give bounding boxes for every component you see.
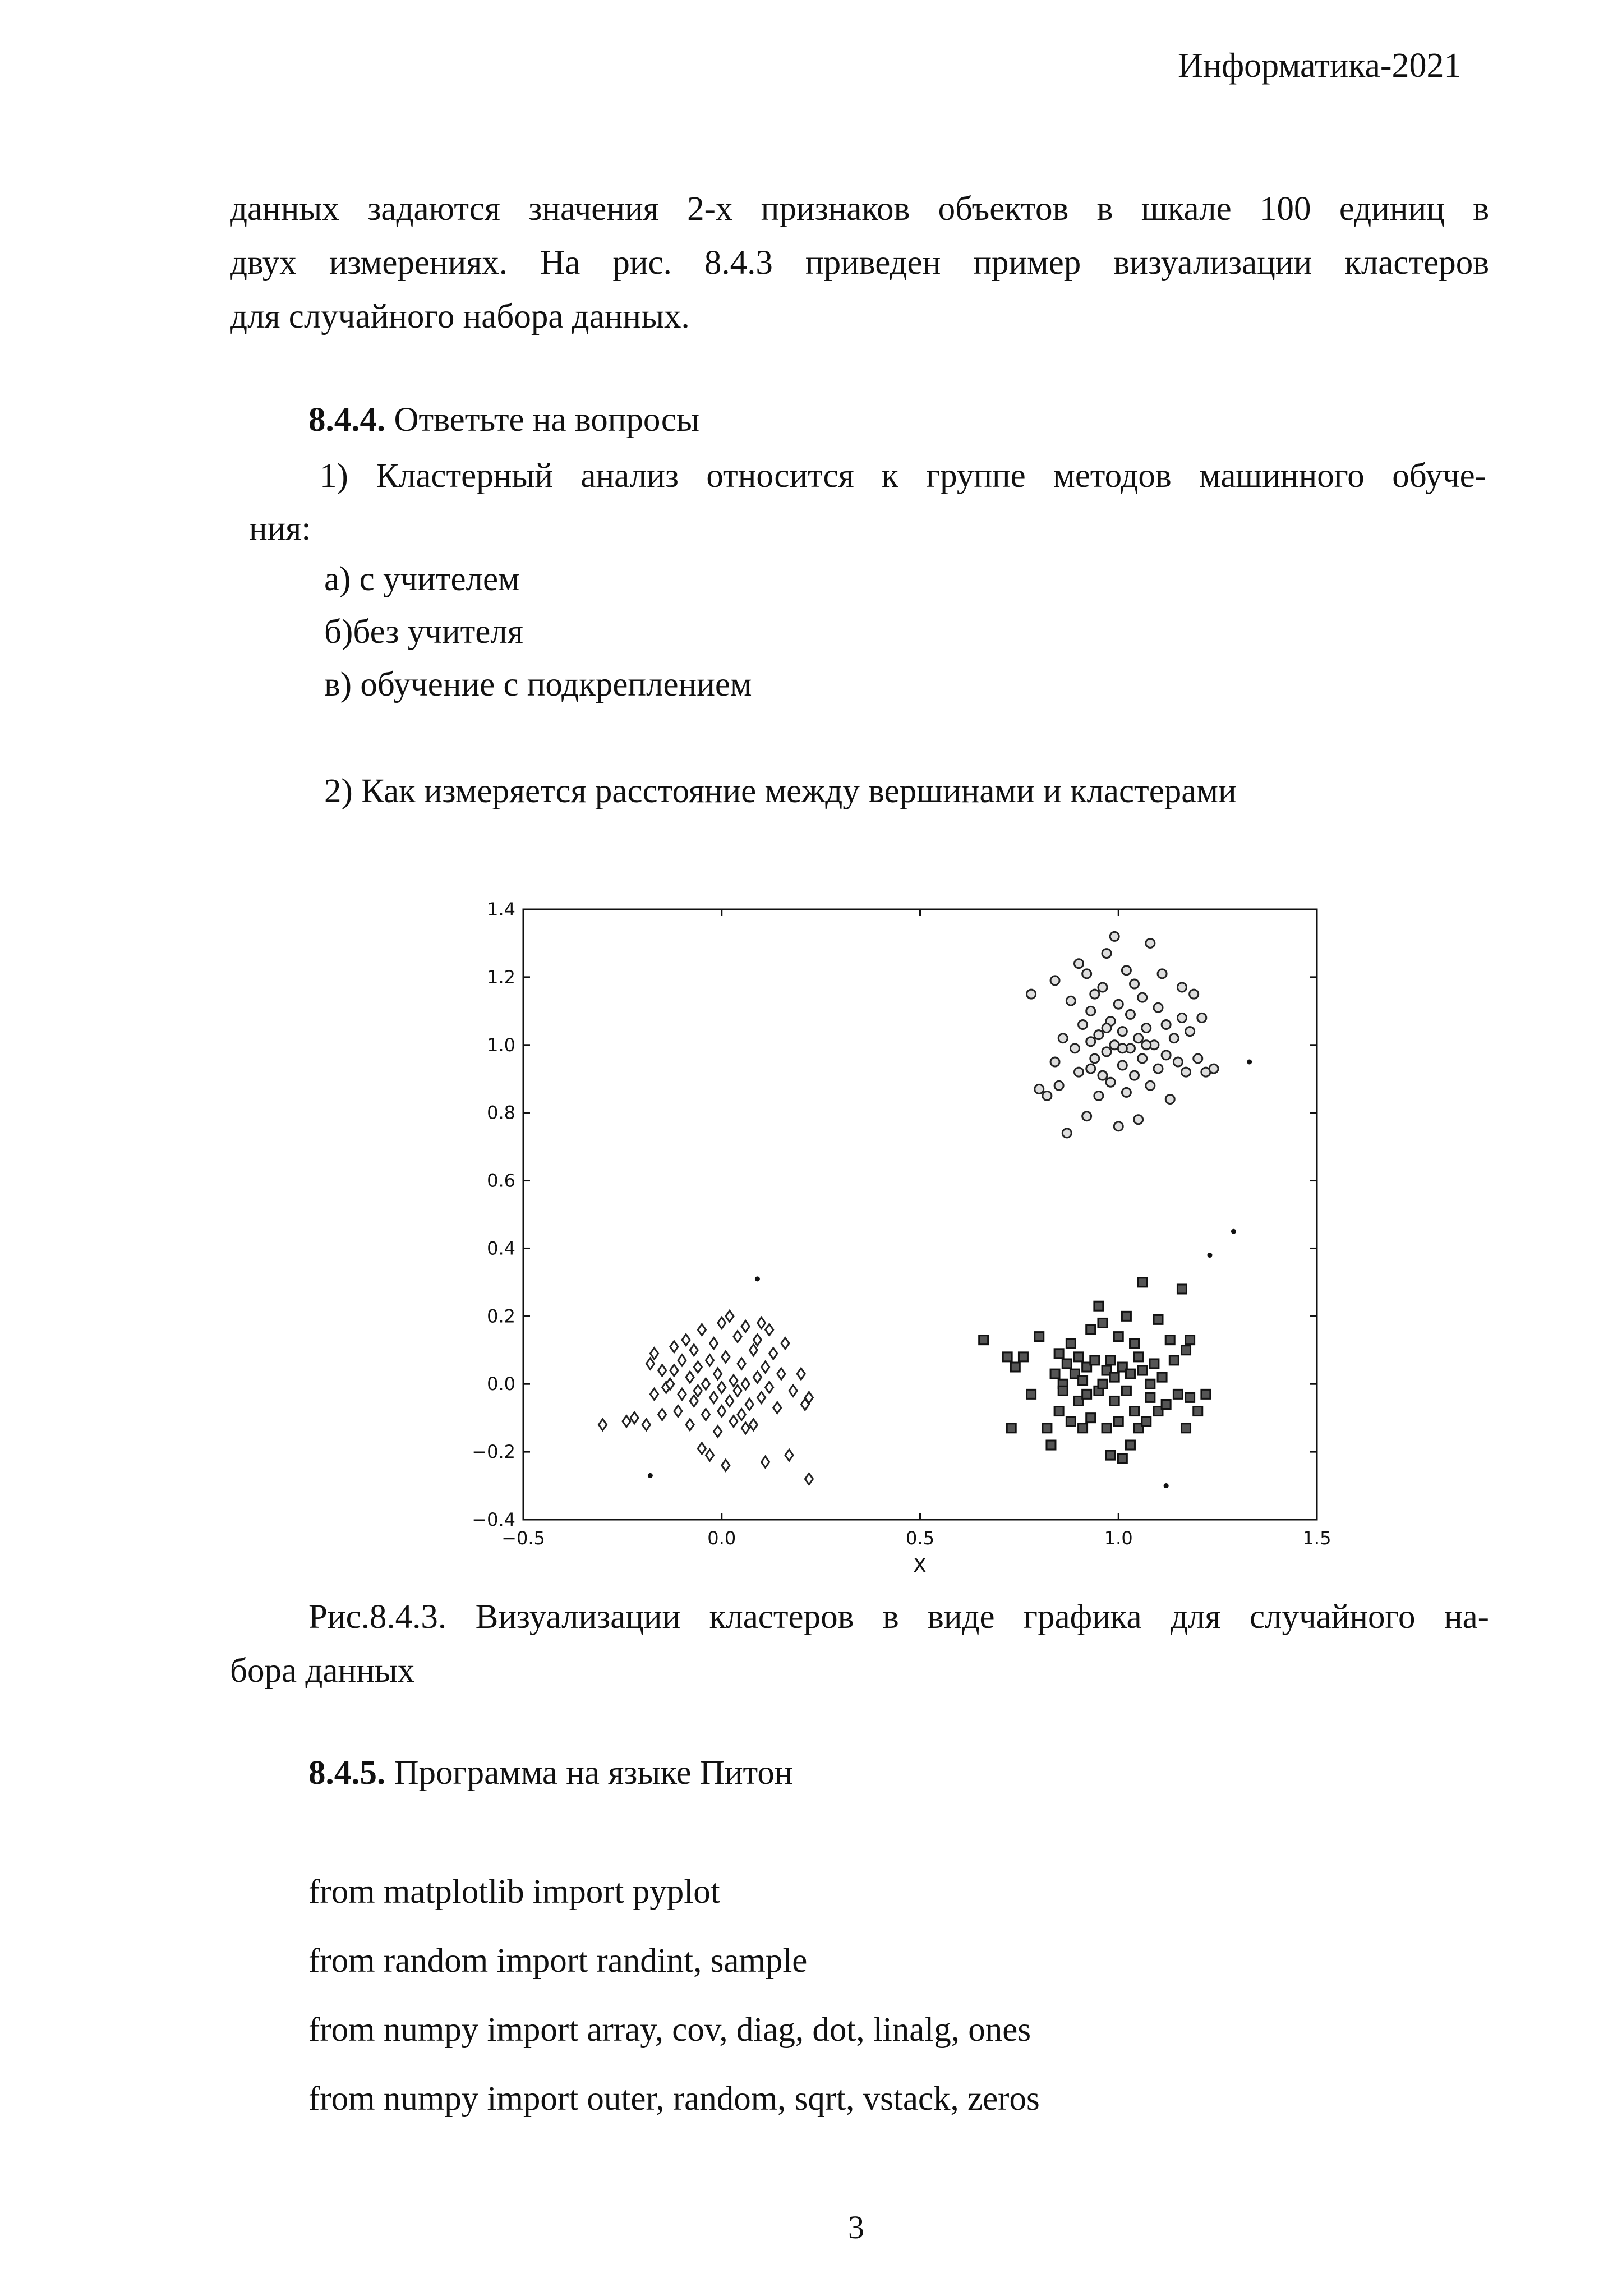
square-point: [1011, 1363, 1020, 1372]
circle-point: [1190, 990, 1199, 999]
dot-point: [755, 1276, 760, 1281]
square-point: [1122, 1312, 1131, 1320]
x-tick-label: −0.5: [501, 1527, 545, 1549]
dot-point: [648, 1473, 653, 1478]
circle-point: [1094, 1030, 1103, 1039]
section-845-heading: [308, 1756, 793, 1790]
section-844-title: Ответьте на вопросы: [394, 401, 699, 439]
circle-point: [1134, 1034, 1143, 1043]
circle-point: [1209, 1064, 1218, 1073]
page-number: 3: [848, 2209, 864, 2246]
circle-point: [1050, 1057, 1059, 1066]
plot-area-frame: [523, 909, 1317, 1520]
intro-line-3: для случайного набора данных.: [230, 298, 690, 335]
circle-point: [1118, 1027, 1127, 1036]
circle-point: [1094, 1091, 1103, 1100]
circle-point: [1130, 1071, 1139, 1080]
circle-point: [1082, 969, 1091, 978]
circle-point: [1098, 983, 1107, 992]
circle-point: [1165, 1094, 1174, 1103]
circle-point: [1102, 1024, 1111, 1033]
square-point: [1019, 1352, 1027, 1361]
answer-option-b: б)без учителя: [324, 613, 523, 651]
intro-line-2: двух измерениях. На рис. 8.4.3 приведен пример визуализации кластеров: [230, 244, 1489, 282]
circle-point: [1154, 1003, 1163, 1012]
square-point: [1130, 1407, 1139, 1416]
circle-point: [1075, 959, 1084, 968]
x-tick-label: 0.0: [707, 1527, 736, 1549]
x-axis-label: X: [913, 1554, 927, 1577]
x-tick-label: 0.5: [906, 1527, 934, 1549]
square-point: [1035, 1332, 1044, 1341]
circle-point: [1122, 1088, 1131, 1097]
circle-point: [1114, 1000, 1123, 1009]
square-point: [1047, 1441, 1056, 1450]
circle-point: [1110, 932, 1119, 941]
answer-option-a: а) с учителем: [324, 560, 520, 598]
circle-point: [1062, 1129, 1071, 1138]
y-tick-label: 0.6: [487, 1170, 515, 1191]
code-line-4: from numpy import outer, random, sqrt, vstack, zeros: [308, 2080, 1040, 2118]
section-845-title: Программа на языке Питон: [394, 1754, 793, 1792]
square-point: [1146, 1379, 1155, 1388]
square-point: [1058, 1386, 1067, 1395]
y-tick-label: 0.0: [487, 1373, 515, 1395]
running-header: Информатика-2021: [1178, 47, 1462, 85]
square-point: [1138, 1278, 1147, 1287]
square-point: [979, 1336, 988, 1345]
code-line-1: from matplotlib import pyplot: [308, 1873, 720, 1911]
square-point: [1110, 1396, 1119, 1405]
square-point: [1122, 1386, 1131, 1395]
circle-point: [1162, 1020, 1171, 1029]
dot-point: [1164, 1483, 1169, 1488]
square-point: [1173, 1389, 1182, 1398]
square-point: [1138, 1366, 1147, 1375]
circle-point: [1162, 1051, 1171, 1060]
square-point: [1162, 1400, 1171, 1409]
code-line-2: from random import randint, sample: [308, 1942, 808, 1980]
square-point: [1194, 1407, 1202, 1416]
x-tick-label: 1.5: [1302, 1527, 1331, 1549]
square-point: [1126, 1369, 1135, 1378]
square-point: [1154, 1315, 1163, 1324]
square-point: [1114, 1417, 1123, 1426]
figure-caption-line-1: Рис.8.4.3. Визуализации кластеров в виде графика для случайного на-: [308, 1598, 1489, 1636]
circle-point: [1070, 1044, 1079, 1053]
square-point: [1134, 1352, 1143, 1361]
square-point: [1150, 1359, 1159, 1368]
circle-point: [1058, 1034, 1067, 1043]
circle-point: [1177, 1013, 1186, 1022]
y-tick-label: −0.4: [472, 1509, 515, 1530]
circle-point: [1158, 969, 1167, 978]
square-point: [1186, 1336, 1195, 1345]
intro-line-1: данных задаются значения 2-х признаков объектов в шкале 100 единиц в: [230, 190, 1489, 228]
circle-point: [1090, 1054, 1099, 1063]
square-point: [1086, 1414, 1095, 1423]
square-point: [1003, 1352, 1012, 1361]
circle-point: [1082, 1112, 1091, 1121]
circle-point: [1134, 1115, 1143, 1124]
code-line-3: from numpy import array, cov, diag, dot, linalg, ones: [308, 2011, 1031, 2049]
circle-point: [1090, 990, 1099, 999]
circle-point: [1182, 1068, 1191, 1076]
circle-point: [1138, 993, 1147, 1002]
y-tick-label: 0.4: [487, 1237, 515, 1259]
question-2: 2) Как измеряется расстояние между вершинами и кластерами: [324, 772, 1237, 810]
square-point: [1079, 1376, 1088, 1385]
circle-point: [1114, 1122, 1123, 1131]
dot-point: [1247, 1060, 1252, 1065]
circle-point: [1075, 1068, 1084, 1076]
circle-point: [1066, 996, 1075, 1005]
y-tick-label: 1.4: [487, 899, 515, 920]
circle-point: [1138, 1054, 1147, 1063]
circle-point: [1130, 979, 1139, 988]
square-point: [1082, 1389, 1091, 1398]
square-point: [1114, 1332, 1123, 1341]
answer-option-c: в) обучение с подкреплением: [324, 666, 752, 703]
circle-point: [1142, 1024, 1151, 1033]
square-point: [1098, 1379, 1107, 1388]
square-point: [1142, 1417, 1151, 1426]
circle-point: [1118, 1061, 1127, 1070]
circle-point: [1035, 1084, 1044, 1093]
figure-caption-line-2: бора данных: [230, 1652, 415, 1690]
circle-point: [1043, 1091, 1052, 1100]
circle-point: [1126, 1010, 1135, 1019]
square-point: [1094, 1301, 1103, 1310]
x-tick-label: 1.0: [1104, 1527, 1133, 1549]
y-tick-label: 1.0: [487, 1034, 515, 1056]
square-point: [1126, 1441, 1135, 1450]
square-point: [1186, 1393, 1195, 1402]
circle-point: [1086, 1006, 1095, 1015]
question-1-line-2: ния:: [249, 510, 311, 547]
circle-point: [1098, 1071, 1107, 1080]
circle-point: [1106, 1078, 1115, 1087]
circle-point: [1086, 1064, 1095, 1073]
square-point: [1062, 1359, 1071, 1368]
circle-point: [1102, 949, 1111, 958]
circle-point: [1146, 938, 1155, 947]
circle-point: [1177, 983, 1186, 992]
y-tick-label: −0.2: [472, 1441, 515, 1463]
y-tick-label: 0.2: [487, 1305, 515, 1327]
square-point: [1050, 1369, 1059, 1378]
square-point: [1158, 1373, 1167, 1382]
square-point: [1079, 1424, 1088, 1433]
square-point: [1027, 1389, 1036, 1398]
circle-point: [1118, 1044, 1127, 1053]
square-point: [1098, 1318, 1107, 1327]
question-1-line-1: 1) Кластерный анализ относится к группе методов машинного обуче-: [320, 457, 1486, 495]
circle-point: [1173, 1057, 1182, 1066]
circle-point: [1142, 1041, 1151, 1050]
circle-point: [1154, 1064, 1163, 1073]
square-point: [1201, 1389, 1210, 1398]
square-point: [1146, 1393, 1155, 1402]
square-point: [1182, 1346, 1191, 1355]
square-point: [1165, 1336, 1174, 1345]
circle-point: [1122, 966, 1131, 975]
y-tick-label: 0.8: [487, 1102, 515, 1124]
cluster-scatter-chart: [443, 886, 1340, 1588]
square-point: [1102, 1424, 1111, 1433]
square-point: [1066, 1417, 1075, 1426]
square-point: [1066, 1339, 1075, 1348]
circle-point: [1027, 990, 1036, 999]
circle-point: [1169, 1034, 1178, 1043]
square-point: [1106, 1356, 1115, 1365]
circle-point: [1197, 1013, 1206, 1022]
square-point: [1130, 1339, 1139, 1348]
section-844-heading: [308, 403, 699, 437]
square-point: [1054, 1349, 1063, 1358]
square-point: [1007, 1424, 1016, 1433]
square-point: [1075, 1352, 1084, 1361]
square-point: [1054, 1407, 1063, 1416]
circle-point: [1086, 1037, 1095, 1046]
circle-point: [1186, 1027, 1195, 1036]
section-844-number: 8.4.4.: [308, 401, 386, 439]
circle-point: [1102, 1047, 1111, 1056]
y-tick-label: 1.2: [487, 966, 515, 988]
square-point: [1106, 1451, 1115, 1460]
dot-point: [1231, 1229, 1236, 1234]
square-point: [1090, 1356, 1099, 1365]
circle-point: [1079, 1020, 1088, 1029]
circle-point: [1050, 976, 1059, 985]
square-point: [1169, 1356, 1178, 1365]
dot-point: [1207, 1253, 1212, 1258]
square-point: [1043, 1424, 1052, 1433]
square-point: [1177, 1285, 1186, 1294]
circle-point: [1146, 1081, 1155, 1090]
square-point: [1182, 1424, 1191, 1433]
section-845-number: 8.4.5.: [308, 1754, 386, 1792]
square-point: [1086, 1326, 1095, 1335]
circle-point: [1194, 1054, 1202, 1063]
square-point: [1118, 1454, 1127, 1463]
square-point: [1110, 1373, 1119, 1382]
circle-point: [1054, 1081, 1063, 1090]
